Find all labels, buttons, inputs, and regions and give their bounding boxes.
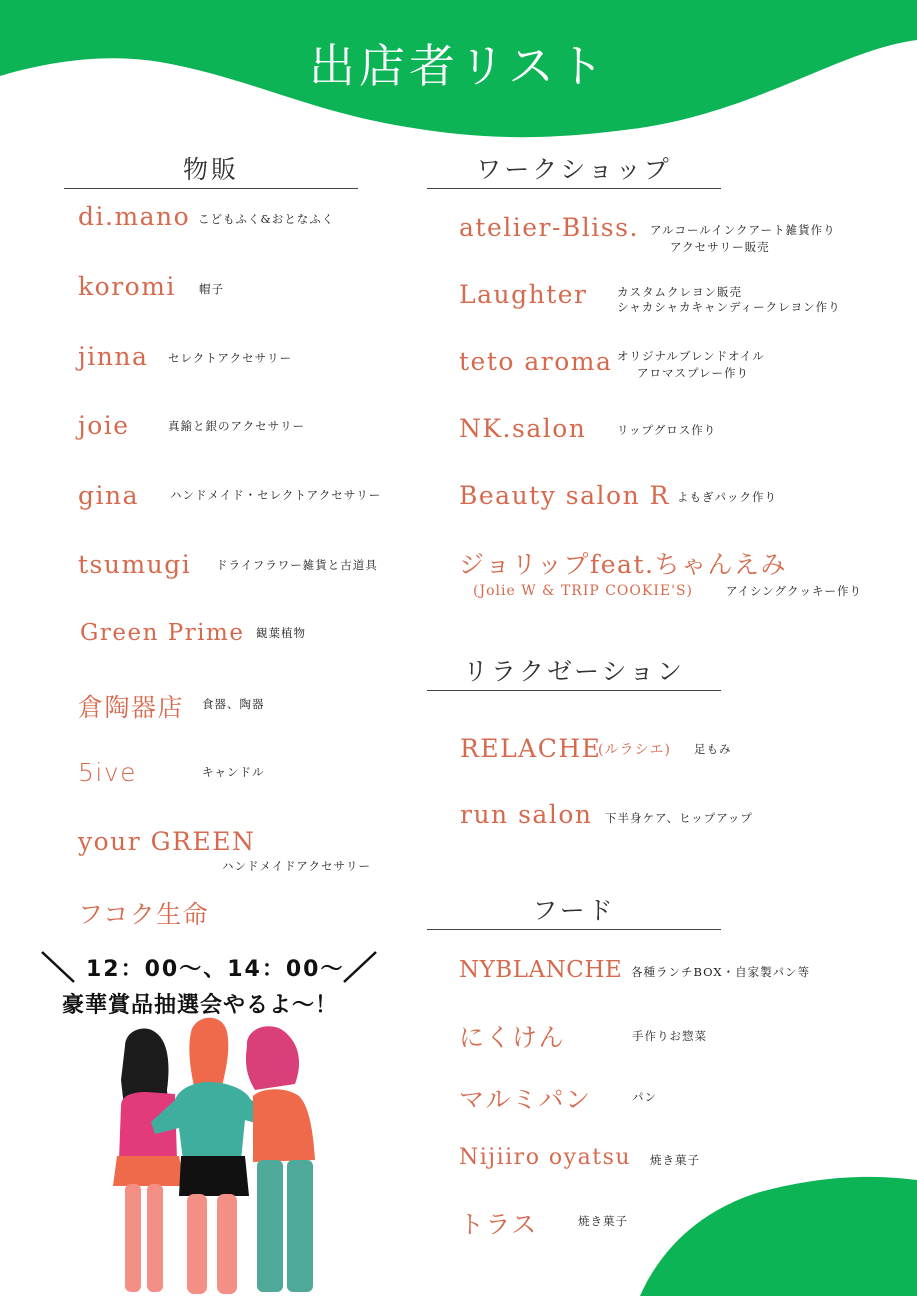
vendor-desc: 観葉植物 xyxy=(256,626,306,640)
vendor-desc: ドライフラワー雑貨と古道具 xyxy=(216,558,378,572)
vendor-desc: アイシングクッキー作り xyxy=(726,584,862,598)
vendor-desc: 足もみ xyxy=(694,742,732,756)
vendor-subtitle: (ルラシエ) xyxy=(598,742,671,758)
section-heading-workshop: ワークショップ xyxy=(427,150,721,189)
vendor-desc: パン xyxy=(632,1090,657,1104)
vendor-desc: リップグロス作り xyxy=(617,423,717,437)
vendor-desc-line2: アクセサリー販売 xyxy=(670,240,770,254)
vendor-desc: アルコールインクアート雑貨作り xyxy=(650,223,836,237)
vendor-name: Laughter xyxy=(459,280,588,309)
vendor-desc: ハンドメイド・セレクトアクセサリー xyxy=(170,488,382,502)
vendor-desc: 焼き菓子 xyxy=(650,1153,700,1167)
vendor-name: トラス xyxy=(459,1210,538,1239)
vendor-subtitle: (Jolie W & TRIP COOKIE'S) xyxy=(473,583,694,599)
vendor-desc: 真鍮と銀のアクセサリー xyxy=(168,419,306,433)
vendor-desc: こどもふく&おとなふく xyxy=(198,212,335,226)
vendor-name: フコク生命 xyxy=(78,900,210,929)
vendor-desc-line2: アロマスプレー作り xyxy=(637,366,750,380)
vendor-name: di.mano xyxy=(78,202,191,231)
vendor-name: RELACHE xyxy=(460,734,602,763)
vendor-desc: 食器、陶器 xyxy=(202,697,265,711)
vendor-name: 5ive xyxy=(78,758,138,787)
vendor-name: tsumugi xyxy=(78,550,192,579)
vendor-name: Beauty salon R xyxy=(459,481,670,510)
vendor-desc: 下半身ケア、ヒップアップ xyxy=(605,811,753,825)
lottery-text: 豪華賞品抽選会やるよ～！ xyxy=(62,993,339,1018)
friends-illustration xyxy=(95,1010,345,1296)
vendor-name: your GREEN xyxy=(78,827,256,856)
vendor-name: Green Prime xyxy=(80,620,245,646)
vendor-desc: オリジナルブレンドオイル xyxy=(617,349,765,363)
vendor-desc: キャンドル xyxy=(202,765,265,779)
vendor-desc: 手作りお惣菜 xyxy=(632,1029,707,1043)
vendor-name: Nijiiro oyatsu xyxy=(459,1145,632,1170)
section-heading-goods: 物販 xyxy=(64,150,358,189)
vendor-desc: 各種ランチBOX・自家製パン等 xyxy=(631,965,811,979)
vendor-name: koromi xyxy=(78,272,176,301)
vendor-desc: よもぎパック作り xyxy=(677,490,777,504)
vendor-name: gina xyxy=(78,481,140,510)
section-heading-relaxation: リラクゼーション xyxy=(427,652,721,691)
section-heading-food: フード xyxy=(427,891,721,930)
vendor-name: 倉陶器店 xyxy=(78,693,185,722)
vendor-desc: 帽子 xyxy=(199,282,224,296)
page-title: 出店者リスト xyxy=(308,39,609,93)
slash-right-icon xyxy=(342,950,378,984)
vendor-name: atelier-Bliss. xyxy=(459,213,639,242)
vendor-name: jinna xyxy=(78,342,149,371)
vendor-name: マルミパン xyxy=(459,1085,592,1114)
vendor-name: joie xyxy=(78,411,130,440)
lottery-time: 12：00～、14：00～ xyxy=(86,957,345,982)
vendor-desc-line2: シャカシャカキャンディークレヨン作り xyxy=(617,300,841,314)
vendor-desc: ハンドメイドアクセサリー xyxy=(222,859,371,873)
vendor-name: run salon xyxy=(460,800,593,829)
vendor-name: にくけん xyxy=(459,1023,566,1052)
vendor-desc: カスタムクレヨン販売 xyxy=(617,285,742,299)
vendor-desc: セレクトアクセサリー xyxy=(168,351,293,365)
bottom-green-wave xyxy=(640,1170,917,1296)
slash-left-icon xyxy=(40,950,76,984)
vendor-name: NK.salon xyxy=(459,414,587,443)
vendor-name: teto aroma xyxy=(459,347,613,376)
vendor-desc: 焼き菓子 xyxy=(578,1214,628,1228)
vendor-name: ジョリップfeat.ちゃんえみ xyxy=(459,550,787,579)
vendor-name: NYBLANCHE xyxy=(459,957,623,983)
